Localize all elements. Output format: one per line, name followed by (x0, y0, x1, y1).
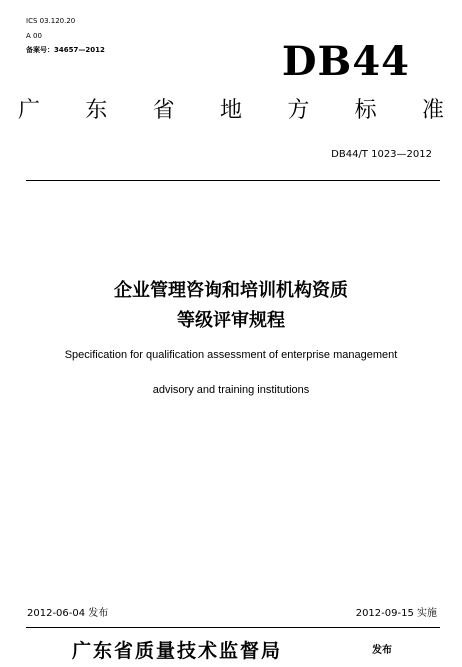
title-en-line-2: advisory and training institutions (152, 384, 310, 396)
title-cn-line-2: 等级评审规程 (177, 310, 285, 331)
issue-date: 2012-06-04 发布 (27, 608, 109, 619)
standard-type-char: 标 (354, 98, 377, 123)
issuing-authority-suffix: 发布 (372, 645, 392, 656)
standard-type-char: 准 (421, 98, 444, 123)
standard-type-char: 广 (18, 98, 41, 123)
standard-type-char: 省 (152, 98, 175, 123)
standard-type-heading (18, 97, 444, 125)
standard-type-char: 地 (219, 98, 242, 123)
standard-number: DB44/T 1023—2012 (331, 149, 432, 160)
standard-code-logo: DB44 (281, 38, 410, 85)
title-en-line-1: Specification for qualification assessment of enterprise management (64, 349, 398, 361)
implementation-date: 2012-09-15 实施 (355, 608, 437, 619)
filing-number: 备案号：34657—2012 (26, 46, 105, 54)
footer-divider (26, 627, 440, 628)
standard-type-char: 方 (287, 98, 310, 123)
ics-code: ICS 03.120.20 (26, 17, 76, 25)
standard-type-char: 东 (85, 98, 108, 123)
header-divider (26, 180, 440, 181)
title-cn-line-1: 企业管理咨询和培训机构资质 (114, 280, 348, 301)
classification-code: A 00 (26, 32, 42, 40)
issuing-authority: 广东省质量技术监督局 (72, 640, 283, 662)
